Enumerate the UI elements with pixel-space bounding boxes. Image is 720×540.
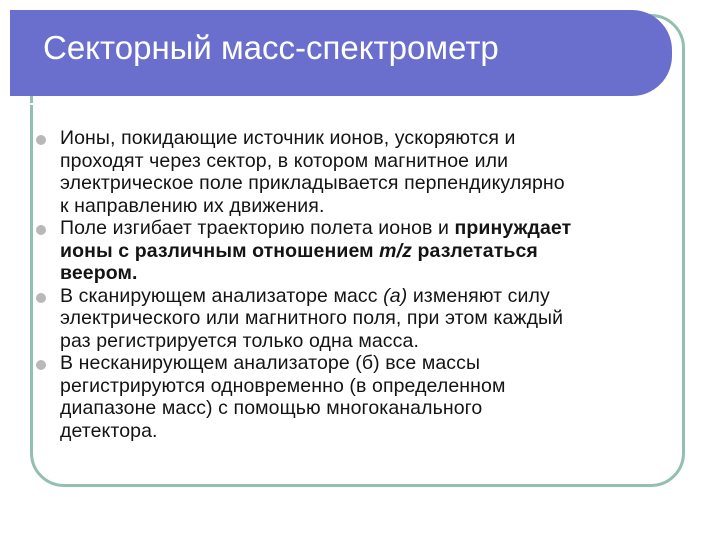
text-run: В сканирующем анализаторе масс (60, 284, 384, 307)
text-line (60, 217, 686, 240)
text-line: детектора. (60, 419, 158, 442)
bold-text: принуждает (454, 217, 572, 239)
bold-italic-text: m/z (379, 239, 412, 262)
text-run: изменяют силу (407, 284, 550, 307)
bullet-list (36, 127, 686, 442)
text-line: диапазоне масс) с помощью многоканального (60, 397, 483, 419)
bullet-item-1 (36, 127, 686, 217)
bullet-dot-icon (36, 360, 46, 370)
bullet-item-4 (36, 352, 686, 442)
text-line: электрическое поле прикладывается перпендикулярно (60, 172, 565, 194)
text-line: регистрируются одновременно (в определенном (60, 374, 506, 397)
bold-text: разлетаться (411, 239, 538, 262)
slide-title: Секторный масс-спектрометр (43, 29, 499, 66)
text-line (60, 285, 686, 308)
bold-text: ионы с различным отношением (60, 239, 380, 262)
italic-text: (а) (383, 284, 408, 307)
text-line: веером. (60, 262, 138, 284)
bullet-dot-icon (36, 225, 46, 235)
text-line: В несканирующем анализаторе (б) все массы (60, 352, 481, 374)
text-line (60, 240, 686, 263)
text-line: к направлению их движения. (60, 194, 325, 217)
bullet-item-2 (36, 217, 686, 285)
text-run: Поле изгибает траекторию полета ионов и (60, 217, 455, 239)
text-line: Ионы, покидающие источник ионов, ускоряются и (60, 127, 516, 149)
text-line: проходят через сектор, в котором магнитное или (60, 149, 509, 172)
text-line: электрического или магнитного поля, при этом каждый (60, 307, 564, 329)
text-line: раз регистрируется только одна масса. (60, 329, 419, 352)
bullet-item-3 (36, 285, 686, 353)
title-rule (20, 103, 648, 105)
bullet-dot-icon (36, 293, 46, 303)
bullet-dot-icon (36, 135, 46, 145)
